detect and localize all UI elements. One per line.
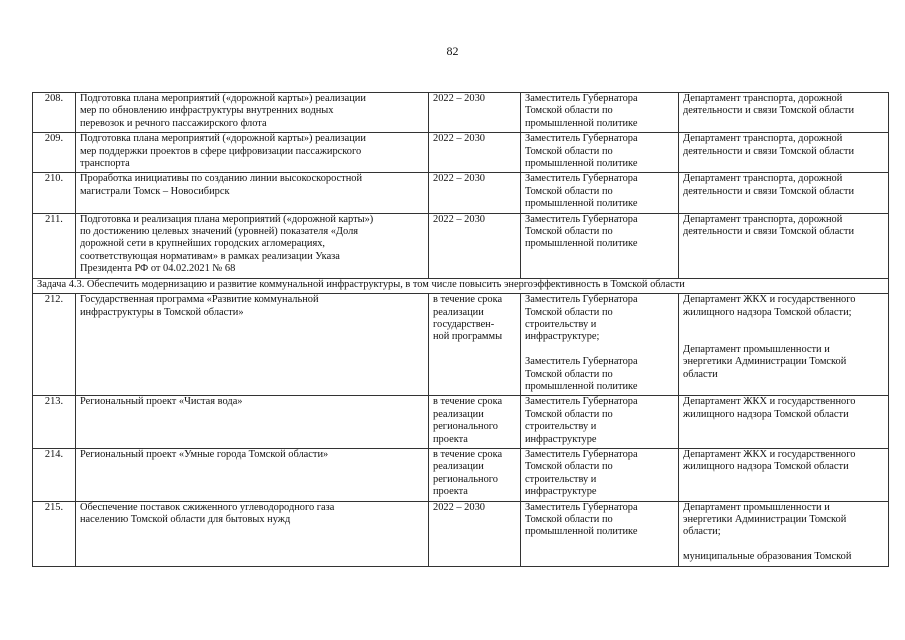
- executor-cell: Департамент транспорта, дорожной деятельности и связи Томской области: [679, 173, 889, 213]
- row-number: 211.: [33, 213, 76, 278]
- term-cell: 2022 – 2030: [429, 501, 521, 566]
- table-row: [33, 294, 889, 396]
- responsible-cell: Заместитель Губернатора Томской области по строительству и инфраструктуре: [521, 448, 679, 501]
- task-header: Задача 4.3. Обеспечить модернизацию и развитие коммунальной инфраструктуры, в том числе повысить энергоэффективность в Томской области: [33, 278, 889, 293]
- table-row: [33, 133, 889, 173]
- responsible-cell: Заместитель Губернатора Томской области по промышленной политике: [521, 93, 679, 133]
- table-row: [33, 173, 889, 213]
- executor-cell: [679, 294, 889, 396]
- responsible-entry: Заместитель Губернатора Томской области по промышленной политике: [525, 356, 638, 392]
- responsible-cell: Заместитель Губернатора Томской области по промышленной политике: [521, 501, 679, 566]
- row-number: 209.: [33, 133, 76, 173]
- measure-name: Подготовка плана мероприятий («дорожной карты») реализации мер поддержки проектов в сфере цифровизации пассажирского транспорта: [76, 133, 429, 173]
- responsible-entry: Заместитель Губернатора Томской области по строительству и инфраструктуре;: [525, 294, 638, 343]
- responsible-cell: [521, 294, 679, 396]
- executor-cell: Департамент транспорта, дорожной деятельности и связи Томской области: [679, 213, 889, 278]
- measure-name: Обеспечение поставок сжиженного углеводородного газа населению Томской области для бытовых нужд: [76, 501, 429, 566]
- term-cell: в течение срока реализации регионального проекта: [429, 396, 521, 449]
- executor-cell: Департамент ЖКХ и государственного жилищного надзора Томской области: [679, 396, 889, 449]
- row-number: 215.: [33, 501, 76, 566]
- row-number: 214.: [33, 448, 76, 501]
- measure-name: Подготовка и реализация плана мероприятий («дорожной карты») по достижению целевых значений (уровней) показателя «Доля дорожной сети в крупнейших городских агломерациях, соответствующая нормативам» в рамках реализации Указа Президента РФ от 04.02.2021 № 68: [76, 213, 429, 278]
- row-number: 213.: [33, 396, 76, 449]
- row-number: 210.: [33, 173, 76, 213]
- measure-name: Региональный проект «Чистая вода»: [76, 396, 429, 449]
- term-cell: 2022 – 2030: [429, 133, 521, 173]
- responsible-cell: Заместитель Губернатора Томской области по промышленной политике: [521, 133, 679, 173]
- table-row: [33, 396, 889, 449]
- executor-entry: Департамент ЖКХ и государственного жилищного надзора Томской области;: [683, 294, 856, 318]
- measure-name: Региональный проект «Умные города Томской области»: [76, 448, 429, 501]
- executor-entry: Департамент промышленности и энергетики Администрации Томской области;: [683, 501, 847, 538]
- responsible-cell: Заместитель Губернатора Томской области по промышленной политике: [521, 213, 679, 278]
- table-row: [33, 501, 889, 566]
- row-number: 208.: [33, 93, 76, 133]
- executor-cell: Департамент ЖКХ и государственного жилищного надзора Томской области: [679, 448, 889, 501]
- term-cell: 2022 – 2030: [429, 93, 521, 133]
- executor-cell: Департамент транспорта, дорожной деятельности и связи Томской области: [679, 93, 889, 133]
- term-cell: в течение срока реализации регионального проекта: [429, 448, 521, 501]
- responsible-cell: Заместитель Губернатора Томской области по строительству и инфраструктуре: [521, 396, 679, 449]
- term-cell: в течение срока реализации государствен- ной программы: [429, 294, 521, 396]
- page-number: 82: [446, 44, 459, 58]
- table-row: [33, 213, 889, 278]
- term-cell: 2022 – 2030: [429, 213, 521, 278]
- responsible-cell: Заместитель Губернатора Томской области по промышленной политике: [521, 173, 679, 213]
- executor-cell: Департамент транспорта, дорожной деятельности и связи Томской области: [679, 133, 889, 173]
- table-row: [33, 93, 889, 133]
- term-cell: 2022 – 2030: [429, 173, 521, 213]
- task-header-row: [33, 278, 889, 293]
- plan-table: [32, 92, 889, 567]
- executor-cell: [679, 501, 889, 566]
- measure-name: Государственная программа «Развитие коммунальной инфраструктуры в Томской области»: [76, 294, 429, 396]
- row-number: 212.: [33, 294, 76, 396]
- measure-name: Проработка инициативы по созданию линии высокоскоростной магистрали Томск – Новосибирск: [76, 173, 429, 213]
- executor-entry: Департамент промышленности и энергетики Администрации Томской области: [683, 343, 847, 380]
- executor-entry: муниципальные образования Томской: [683, 551, 852, 563]
- table-row: [33, 448, 889, 501]
- measure-name: Подготовка плана мероприятий («дорожной карты») реализации мер по обновлению инфраструктуры внутренних водных перевозок и речного пассажирского флота: [76, 93, 429, 133]
